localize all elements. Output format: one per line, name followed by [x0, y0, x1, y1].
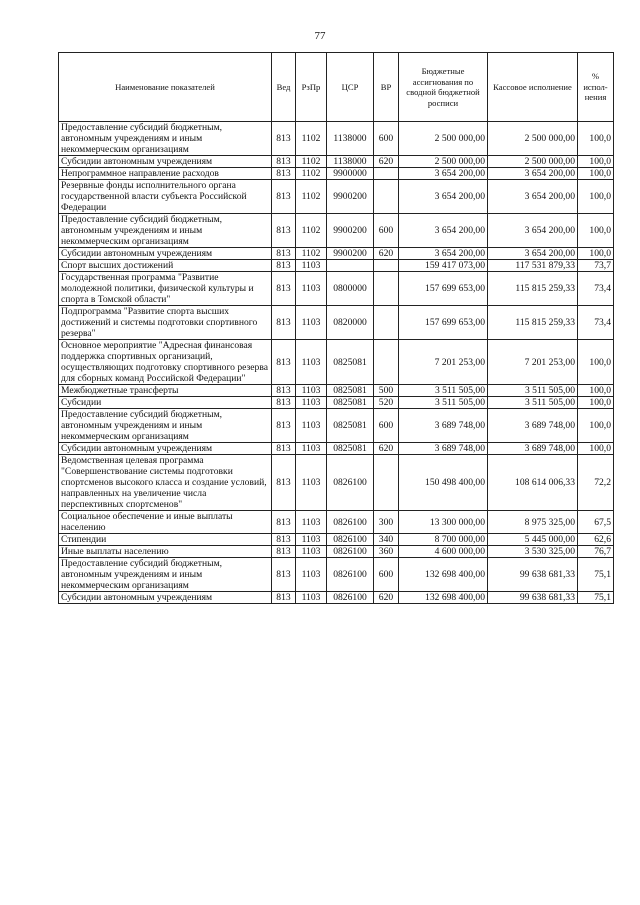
cell-target-article-code: 0826100	[327, 592, 374, 604]
cell-target-article-code: 0826100	[327, 455, 374, 511]
cell-section-code: 1103	[296, 534, 327, 546]
cell-expense-type-code: 600	[374, 214, 399, 248]
budget-execution-table	[58, 52, 614, 604]
table-row	[59, 168, 614, 180]
cell-expense-type-code: 600	[374, 558, 399, 592]
cell-target-article-code: 9900200	[327, 180, 374, 214]
cell-indicator-name: Субсидии автономным учреждениям	[59, 443, 272, 455]
cell-cash-execution: 2 500 000,00	[488, 122, 578, 156]
header-cash-execution: Кассовое исполнение	[488, 53, 578, 122]
table-row	[59, 592, 614, 604]
cell-execution-percent: 100,0	[578, 156, 614, 168]
table-row	[59, 534, 614, 546]
cell-indicator-name: Субсидии автономным учреждениям	[59, 592, 272, 604]
cell-department-code: 813	[272, 306, 296, 340]
table-row	[59, 546, 614, 558]
page-number: 77	[314, 30, 326, 42]
cell-budget-allocation: 13 300 000,00	[399, 511, 488, 534]
cell-expense-type-code: 600	[374, 122, 399, 156]
cell-cash-execution: 3 654 200,00	[488, 180, 578, 214]
cell-indicator-name: Резервные фонды исполнительного органа государственной власти субъекта Российской Федерации	[59, 180, 272, 214]
cell-section-code: 1103	[296, 340, 327, 385]
cell-indicator-name: Социальное обеспечение и иные выплаты населению	[59, 511, 272, 534]
cell-execution-percent: 100,0	[578, 397, 614, 409]
table-row	[59, 409, 614, 443]
table-row	[59, 272, 614, 306]
cell-execution-percent: 100,0	[578, 409, 614, 443]
cell-indicator-name: Субсидии автономным учреждениям	[59, 156, 272, 168]
cell-cash-execution: 99 638 681,33	[488, 592, 578, 604]
cell-target-article-code: 9900200	[327, 214, 374, 248]
cell-cash-execution: 2 500 000,00	[488, 156, 578, 168]
cell-execution-percent: 76,7	[578, 546, 614, 558]
cell-section-code: 1103	[296, 272, 327, 306]
cell-target-article-code: 0826100	[327, 558, 374, 592]
cell-department-code: 813	[272, 260, 296, 272]
cell-department-code: 813	[272, 409, 296, 443]
cell-indicator-name: Ведомственная целевая программа "Совершенствование системы подготовки спортсменов высокого класса и создание условий, направленных на увеличение числа перспективных спортсменов"	[59, 455, 272, 511]
cell-indicator-name: Иные выплаты населению	[59, 546, 272, 558]
cell-cash-execution: 115 815 259,33	[488, 306, 578, 340]
cell-cash-execution: 115 815 259,33	[488, 272, 578, 306]
cell-target-article-code: 0800000	[327, 272, 374, 306]
cell-indicator-name: Предоставление субсидий бюджетным, автономным учреждениям и иным некоммерческим организациям	[59, 122, 272, 156]
cell-department-code: 813	[272, 168, 296, 180]
cell-expense-type-code: 620	[374, 443, 399, 455]
cell-cash-execution: 3 511 505,00	[488, 385, 578, 397]
cell-cash-execution: 3 654 200,00	[488, 168, 578, 180]
cell-expense-type-code	[374, 260, 399, 272]
cell-cash-execution: 3 689 748,00	[488, 443, 578, 455]
table-row	[59, 340, 614, 385]
cell-expense-type-code	[374, 180, 399, 214]
cell-indicator-name: Предоставление субсидий бюджетным, автономным учреждениям и иным некоммерческим организациям	[59, 214, 272, 248]
cell-target-article-code: 1138000	[327, 156, 374, 168]
cell-execution-percent: 100,0	[578, 214, 614, 248]
cell-section-code: 1103	[296, 260, 327, 272]
cell-budget-allocation: 7 201 253,00	[399, 340, 488, 385]
cell-expense-type-code: 340	[374, 534, 399, 546]
header-indicator-name: Наименование показателей	[59, 53, 272, 122]
header-execution-percent: % испол-нения	[578, 53, 614, 122]
cell-budget-allocation: 3 511 505,00	[399, 385, 488, 397]
cell-budget-allocation: 150 498 400,00	[399, 455, 488, 511]
cell-indicator-name: Спорт высших достижений	[59, 260, 272, 272]
cell-execution-percent: 72,2	[578, 455, 614, 511]
table-row	[59, 156, 614, 168]
cell-budget-allocation: 3 511 505,00	[399, 397, 488, 409]
cell-budget-allocation: 159 417 073,00	[399, 260, 488, 272]
cell-expense-type-code: 620	[374, 592, 399, 604]
cell-target-article-code: 9900200	[327, 248, 374, 260]
cell-target-article-code	[327, 260, 374, 272]
table-row	[59, 214, 614, 248]
cell-target-article-code: 0820000	[327, 306, 374, 340]
cell-section-code: 1102	[296, 168, 327, 180]
table-row	[59, 443, 614, 455]
cell-department-code: 813	[272, 180, 296, 214]
cell-target-article-code: 0826100	[327, 534, 374, 546]
cell-section-code: 1103	[296, 592, 327, 604]
cell-department-code: 813	[272, 546, 296, 558]
cell-department-code: 813	[272, 558, 296, 592]
cell-indicator-name: Государственная программа "Развитие молодежной политики, физической культуры и спорта в Томской области"	[59, 272, 272, 306]
cell-budget-allocation: 3 654 200,00	[399, 168, 488, 180]
table-row	[59, 511, 614, 534]
cell-section-code: 1102	[296, 122, 327, 156]
table-row	[59, 558, 614, 592]
cell-budget-allocation: 3 689 748,00	[399, 409, 488, 443]
table-row	[59, 455, 614, 511]
cell-target-article-code: 9900000	[327, 168, 374, 180]
cell-expense-type-code: 600	[374, 409, 399, 443]
cell-cash-execution: 3 511 505,00	[488, 397, 578, 409]
cell-budget-allocation: 4 600 000,00	[399, 546, 488, 558]
cell-execution-percent: 75,1	[578, 558, 614, 592]
cell-cash-execution: 5 445 000,00	[488, 534, 578, 546]
cell-target-article-code: 0825081	[327, 397, 374, 409]
cell-section-code: 1103	[296, 455, 327, 511]
cell-department-code: 813	[272, 455, 296, 511]
cell-indicator-name: Межбюджетные трансферты	[59, 385, 272, 397]
cell-target-article-code: 0825081	[327, 443, 374, 455]
cell-cash-execution: 117 531 879,33	[488, 260, 578, 272]
cell-indicator-name: Субсидии	[59, 397, 272, 409]
cell-cash-execution: 3 654 200,00	[488, 248, 578, 260]
cell-execution-percent: 75,1	[578, 592, 614, 604]
cell-budget-allocation: 157 699 653,00	[399, 306, 488, 340]
cell-expense-type-code: 360	[374, 546, 399, 558]
cell-department-code: 813	[272, 248, 296, 260]
cell-expense-type-code	[374, 306, 399, 340]
cell-department-code: 813	[272, 340, 296, 385]
cell-budget-allocation: 157 699 653,00	[399, 272, 488, 306]
cell-execution-percent: 100,0	[578, 443, 614, 455]
table-row	[59, 260, 614, 272]
cell-cash-execution: 108 614 006,33	[488, 455, 578, 511]
cell-budget-allocation: 3 654 200,00	[399, 214, 488, 248]
cell-cash-execution: 7 201 253,00	[488, 340, 578, 385]
cell-expense-type-code: 300	[374, 511, 399, 534]
cell-section-code: 1103	[296, 511, 327, 534]
cell-indicator-name: Субсидии автономным учреждениям	[59, 248, 272, 260]
cell-section-code: 1103	[296, 546, 327, 558]
table-row	[59, 248, 614, 260]
header-section: РзПр	[296, 53, 327, 122]
cell-target-article-code: 0826100	[327, 511, 374, 534]
cell-cash-execution: 99 638 681,33	[488, 558, 578, 592]
table-row	[59, 385, 614, 397]
cell-execution-percent: 100,0	[578, 248, 614, 260]
header-expense-type: ВР	[374, 53, 399, 122]
cell-execution-percent: 62,6	[578, 534, 614, 546]
cell-cash-execution: 3 654 200,00	[488, 214, 578, 248]
cell-target-article-code: 0825081	[327, 340, 374, 385]
cell-section-code: 1102	[296, 214, 327, 248]
cell-department-code: 813	[272, 397, 296, 409]
cell-department-code: 813	[272, 156, 296, 168]
cell-department-code: 813	[272, 122, 296, 156]
cell-expense-type-code: 620	[374, 248, 399, 260]
cell-indicator-name: Предоставление субсидий бюджетным, автономным учреждениям и иным некоммерческим организациям	[59, 409, 272, 443]
cell-execution-percent: 73,4	[578, 272, 614, 306]
table-header-row	[59, 53, 614, 122]
cell-department-code: 813	[272, 511, 296, 534]
cell-budget-allocation: 3 654 200,00	[399, 248, 488, 260]
table-row	[59, 122, 614, 156]
cell-section-code: 1102	[296, 180, 327, 214]
cell-department-code: 813	[272, 272, 296, 306]
cell-section-code: 1103	[296, 558, 327, 592]
cell-execution-percent: 100,0	[578, 180, 614, 214]
cell-indicator-name: Непрограммное направление расходов	[59, 168, 272, 180]
cell-cash-execution: 3 689 748,00	[488, 409, 578, 443]
cell-department-code: 813	[272, 534, 296, 546]
cell-target-article-code: 1138000	[327, 122, 374, 156]
cell-department-code: 813	[272, 592, 296, 604]
cell-department-code: 813	[272, 385, 296, 397]
cell-expense-type-code	[374, 340, 399, 385]
cell-expense-type-code	[374, 455, 399, 511]
cell-cash-execution: 8 975 325,00	[488, 511, 578, 534]
cell-budget-allocation: 2 500 000,00	[399, 156, 488, 168]
cell-execution-percent: 100,0	[578, 385, 614, 397]
table-row	[59, 397, 614, 409]
cell-section-code: 1103	[296, 385, 327, 397]
table-body	[59, 122, 614, 604]
cell-budget-allocation: 3 654 200,00	[399, 180, 488, 214]
cell-department-code: 813	[272, 443, 296, 455]
cell-expense-type-code	[374, 168, 399, 180]
cell-department-code: 813	[272, 214, 296, 248]
cell-indicator-name: Подпрограмма "Развитие спорта высших достижений и системы подготовки спортивного резерва"	[59, 306, 272, 340]
header-target-article: ЦСР	[327, 53, 374, 122]
cell-section-code: 1103	[296, 443, 327, 455]
cell-execution-percent: 100,0	[578, 340, 614, 385]
cell-indicator-name: Стипендии	[59, 534, 272, 546]
cell-execution-percent: 67,5	[578, 511, 614, 534]
table-row	[59, 306, 614, 340]
cell-indicator-name: Предоставление субсидий бюджетным, автономным учреждениям и иным некоммерческим организациям	[59, 558, 272, 592]
cell-section-code: 1103	[296, 409, 327, 443]
cell-section-code: 1103	[296, 397, 327, 409]
cell-budget-allocation: 2 500 000,00	[399, 122, 488, 156]
table-row	[59, 180, 614, 214]
cell-budget-allocation: 3 689 748,00	[399, 443, 488, 455]
cell-section-code: 1103	[296, 306, 327, 340]
cell-execution-percent: 73,7	[578, 260, 614, 272]
cell-section-code: 1102	[296, 248, 327, 260]
cell-indicator-name: Основное мероприятие "Адресная финансовая поддержка спортивных организаций, осуществляющих подготовку спортивного резерва для сборных команд Российской Федерации"	[59, 340, 272, 385]
cell-expense-type-code: 620	[374, 156, 399, 168]
cell-expense-type-code	[374, 272, 399, 306]
header-department: Вед	[272, 53, 296, 122]
cell-target-article-code: 0826100	[327, 546, 374, 558]
cell-budget-allocation: 8 700 000,00	[399, 534, 488, 546]
cell-section-code: 1102	[296, 156, 327, 168]
cell-budget-allocation: 132 698 400,00	[399, 558, 488, 592]
cell-target-article-code: 0825081	[327, 409, 374, 443]
cell-expense-type-code: 500	[374, 385, 399, 397]
cell-execution-percent: 100,0	[578, 168, 614, 180]
cell-cash-execution: 3 530 325,00	[488, 546, 578, 558]
cell-execution-percent: 73,4	[578, 306, 614, 340]
header-budget-allocations: Бюджетные ассигнования по сводной бюджетной росписи	[399, 53, 488, 122]
cell-target-article-code: 0825081	[327, 385, 374, 397]
cell-budget-allocation: 132 698 400,00	[399, 592, 488, 604]
cell-execution-percent: 100,0	[578, 122, 614, 156]
cell-expense-type-code: 520	[374, 397, 399, 409]
